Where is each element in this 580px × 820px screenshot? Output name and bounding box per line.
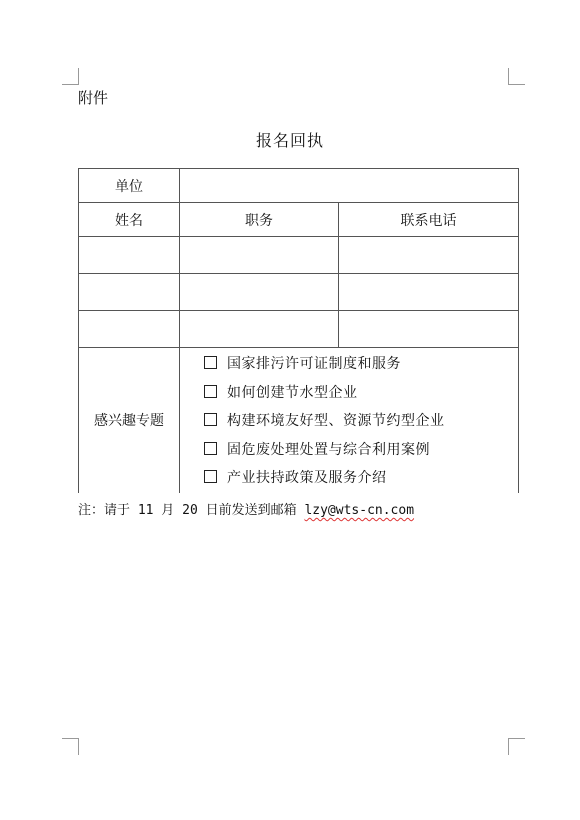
table-row (79, 311, 519, 348)
topic-option[interactable] (204, 350, 518, 379)
topic-label: 固危废处理处置与综合利用案例 (227, 441, 430, 458)
table-row (79, 274, 519, 311)
page-title: 报名回执 (255, 131, 324, 150)
name-field[interactable] (79, 311, 180, 348)
checkbox-icon[interactable] (204, 413, 217, 426)
column-header-name: 姓名 (79, 203, 180, 237)
checkbox-icon[interactable] (204, 442, 217, 455)
name-field[interactable] (79, 237, 180, 274)
name-field[interactable] (79, 274, 180, 311)
position-field[interactable] (180, 311, 339, 348)
email-address: lzy@wts-cn.com (304, 503, 415, 518)
topic-option[interactable] (204, 407, 518, 436)
unit-field[interactable] (180, 169, 519, 203)
unit-label: 单位 (79, 169, 180, 203)
topic-option[interactable] (204, 379, 518, 408)
unit-row (79, 169, 519, 203)
topic-option[interactable] (204, 464, 518, 493)
checkbox-icon[interactable] (204, 470, 217, 483)
phone-field[interactable] (339, 311, 519, 348)
topic-option[interactable] (204, 436, 518, 465)
corner-mark-bottom-left (62, 738, 79, 755)
column-header-phone: 联系电话 (339, 203, 519, 237)
checkbox-icon[interactable] (204, 356, 217, 369)
checkbox-icon[interactable] (204, 385, 217, 398)
topics-label: 感兴趣专题 (79, 348, 180, 493)
topics-row (79, 348, 519, 493)
phone-field[interactable] (339, 274, 519, 311)
attachment-label: 附件 (78, 89, 109, 107)
corner-mark-top-left (62, 68, 79, 85)
position-field[interactable] (180, 274, 339, 311)
table-row (79, 237, 519, 274)
note-prefix: 注：请于 11 月 20 日前发送到邮箱 (78, 503, 305, 518)
topic-label: 国家排污许可证制度和服务 (227, 356, 401, 372)
note-text (78, 499, 414, 518)
position-field[interactable] (180, 237, 339, 274)
topic-label: 如何创建节水型企业 (227, 384, 358, 401)
topics-list (180, 348, 519, 493)
phone-field[interactable] (339, 237, 519, 274)
header-row (79, 203, 519, 237)
corner-mark-top-right (508, 68, 525, 85)
column-header-position: 职务 (180, 203, 339, 237)
registration-form-table (78, 168, 519, 493)
topic-label: 产业扶持政策及服务介绍 (227, 470, 387, 486)
topic-label: 构建环境友好型、资源节约型企业 (227, 413, 445, 429)
corner-mark-bottom-right (508, 738, 525, 755)
